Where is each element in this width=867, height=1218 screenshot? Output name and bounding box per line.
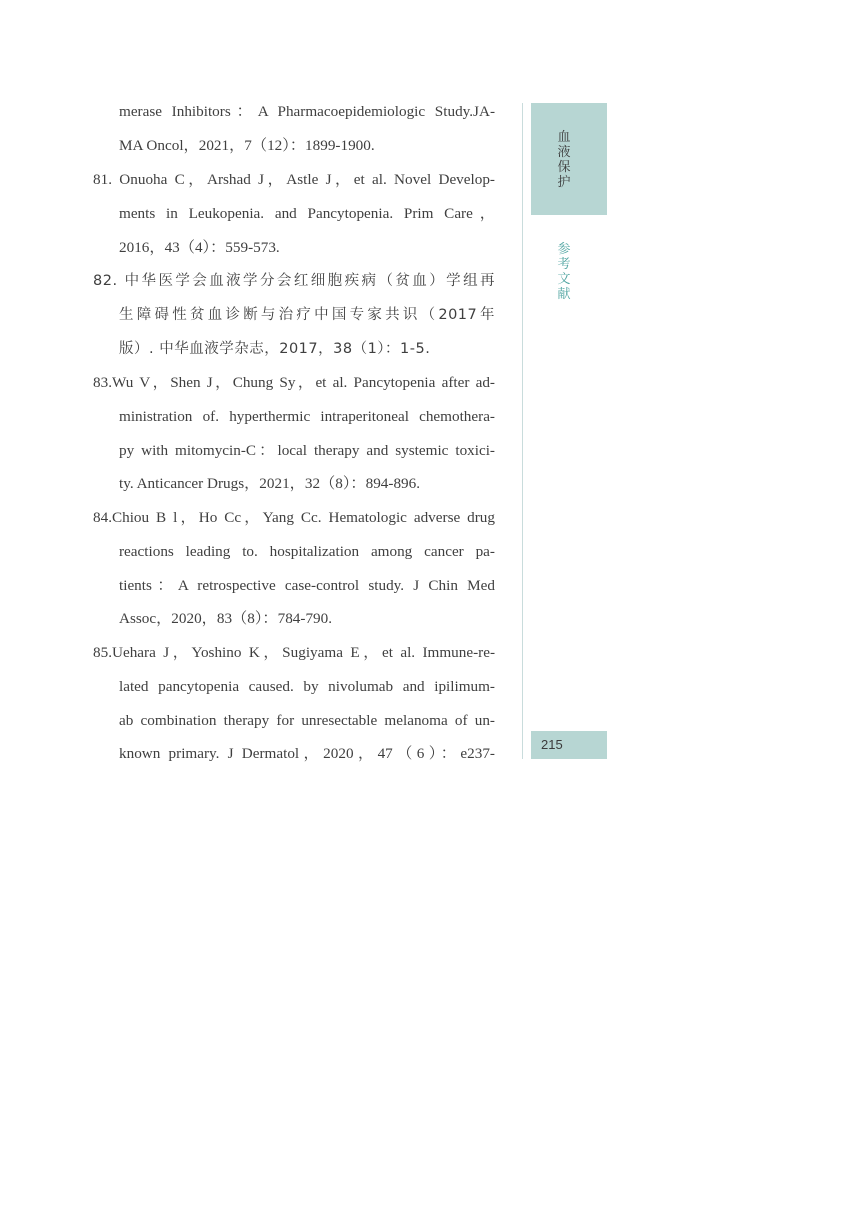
- reference-line: reactions leading to. hospitalization among cancer pa-: [119, 543, 495, 560]
- reference-line: Assoc，2020，83（8）：784-790.: [119, 610, 333, 627]
- reference-line: merase Inhibitors：A Pharmacoepidemiologic Study.JA-: [119, 103, 495, 120]
- reference-line: ty. Anticancer Drugs，2021，32（8）：894-896.: [119, 475, 421, 492]
- margin-divider: [522, 103, 523, 759]
- reference-line: py with mitomycin-C：local therapy and systemic toxici-: [119, 442, 495, 459]
- reference-line: ments in Leukopenia. and Pancytopenia. Prim Care，: [119, 205, 495, 222]
- page-number: 215: [541, 737, 563, 752]
- reference-line: 85.Uehara J，Yoshino K，Sugiyama E，et al. Immune-re-: [93, 644, 495, 661]
- reference-line: ab combination therapy for unresectable melanoma of un-: [119, 712, 495, 729]
- reference-line: 81. Onuoha C，Arshad J，Astle J，et al. Novel Develop-: [93, 171, 495, 188]
- reference-line: lated pancytopenia caused. by nivolumab and ipilimum-: [119, 678, 495, 695]
- reference-line: 84.Chiou B l，Ho Cc，Yang Cc. Hematologic adverse drug: [93, 509, 495, 526]
- reference-line: tients：A retrospective case-control study. J Chin Med: [119, 577, 495, 594]
- reference-line: 版）. 中华血液学杂志，2017，38（1）：1-5.: [119, 341, 431, 357]
- reference-line: 82. 中华医学会血液学分会红细胞疾病（贫血）学组再: [93, 273, 495, 289]
- reference-line: 生障碍性贫血诊断与治疗中国专家共识（2017年: [119, 307, 495, 323]
- section-subtitle: 参考文献: [557, 242, 571, 302]
- reference-line: 83.Wu V，Shen J，Chung Sy，et al. Pancytopenia after ad-: [93, 374, 495, 391]
- reference-line: MA Oncol，2021，7（12）：1899-1900.: [119, 137, 375, 154]
- reference-line: ministration of. hyperthermic intraperitoneal chemothera-: [119, 408, 495, 425]
- reference-line: known primary. J Dermatol，2020，47（6）：e237-: [119, 745, 495, 762]
- reference-line: 2016，43（4）：559-573.: [119, 239, 280, 256]
- section-tab-title: 血液保护: [557, 130, 571, 190]
